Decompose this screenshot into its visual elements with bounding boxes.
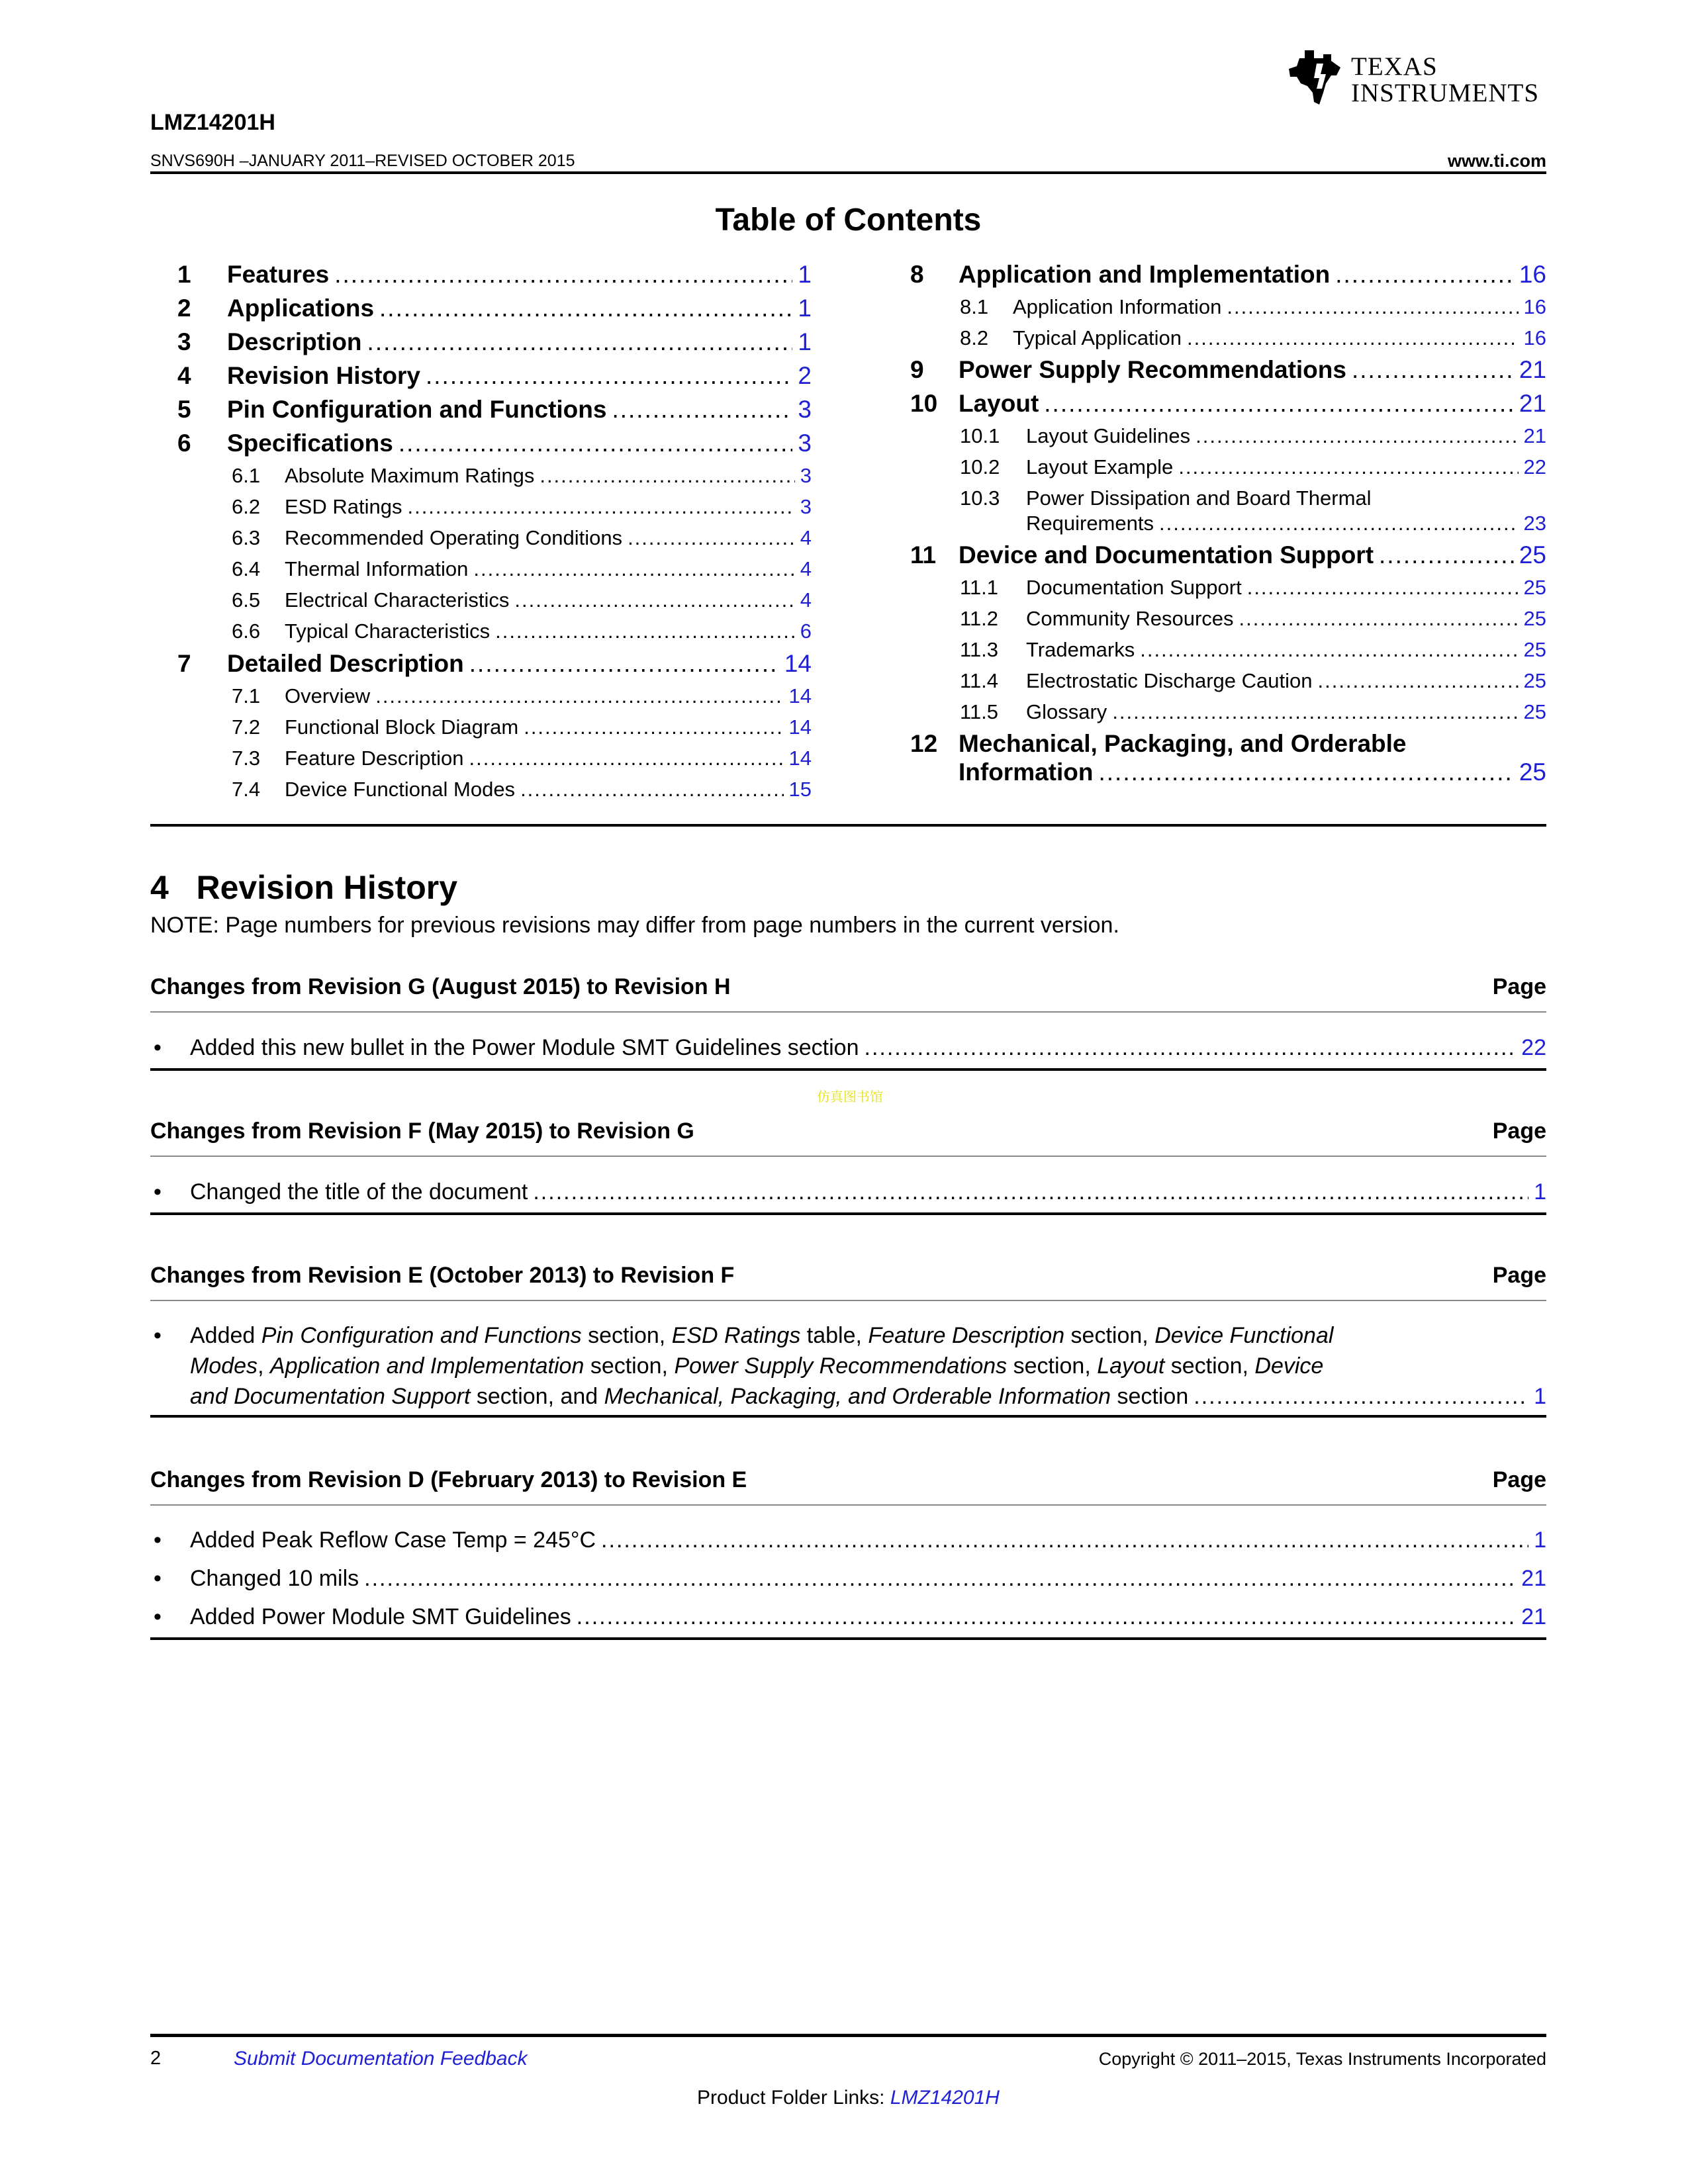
dot-leader: [1335, 261, 1514, 289]
change-item-line: [190, 1381, 1546, 1412]
change-item-fragment: table,: [800, 1323, 868, 1348]
change-section-title: Changes from Revision F (May 2015) to Revision G: [150, 1118, 694, 1144]
toc-entry-title: Applications: [227, 295, 375, 322]
toc-entry-page[interactable]: 14: [788, 747, 812, 770]
toc-entry[interactable]: [910, 261, 1546, 289]
dot-leader: [577, 1602, 1516, 1632]
toc-entry-title: Detailed Description: [227, 650, 464, 677]
dot-leader: [1247, 576, 1519, 600]
toc-entry[interactable]: [960, 700, 1546, 724]
change-item-fragment: Application and Implementation: [269, 1353, 585, 1379]
toc-entry[interactable]: [960, 424, 1546, 448]
toc-entry-page[interactable]: 2: [798, 362, 812, 389]
change-item-fragment: section,: [1164, 1353, 1255, 1379]
product-folder-label: Product Folder Links:: [697, 2087, 890, 2109]
change-item-fragment: Added: [190, 1323, 261, 1348]
toc-entry[interactable]: [232, 747, 812, 770]
toc-entry[interactable]: [177, 430, 812, 457]
toc-entry-page[interactable]: 16: [1523, 326, 1546, 349]
revision-note: NOTE: Page numbers for previous revisions may differ from page numbers in the current version.: [150, 913, 1119, 938]
dot-leader: [1178, 455, 1518, 479]
dot-leader: [1227, 295, 1518, 319]
change-item-fragment: section,: [581, 1323, 672, 1348]
toc-entry-number: 7.3: [232, 747, 261, 770]
change-item-page[interactable]: 1: [1534, 1179, 1546, 1205]
change-item-text: Added this new bullet in the Power Module SMT Guidelines section: [190, 1035, 859, 1060]
toc-entry-title: ESD Ratings: [285, 495, 402, 518]
change-item-line: [190, 1320, 1546, 1351]
toc-entry-page[interactable]: 14: [788, 684, 812, 707]
toc-entry-number: 11.3: [960, 638, 999, 661]
change-item-row: [190, 1032, 1546, 1063]
toc-entry-page[interactable]: 25: [1523, 700, 1546, 723]
toc-entry[interactable]: [232, 495, 812, 519]
dot-leader: [1187, 326, 1518, 350]
copyright: Copyright © 2011–2015, Texas Instruments Incorporated: [1098, 2049, 1546, 2069]
page-column-label: Page: [1492, 974, 1546, 999]
dot-leader: [367, 328, 793, 356]
dot-leader: [865, 1032, 1517, 1063]
change-item-fragment: section, and: [470, 1384, 604, 1409]
change-item-fragment: section,: [584, 1353, 675, 1379]
section-thin-rule: [150, 1504, 1546, 1506]
toc-entry-page[interactable]: 4: [800, 588, 812, 612]
dot-leader: [399, 430, 793, 457]
toc-entry-title: Layout Guidelines: [1026, 424, 1191, 447]
dot-leader: [628, 526, 795, 550]
toc-entry[interactable]: [960, 486, 1546, 510]
change-section-title: Changes from Revision E (October 2013) to Revision F: [150, 1263, 735, 1288]
bullet-icon: •: [154, 1527, 162, 1553]
ti-state-icon: [1288, 49, 1344, 107]
change-item-fragment: Device: [1254, 1353, 1324, 1379]
dot-leader: [1379, 541, 1514, 569]
toc-entry[interactable]: [960, 638, 1546, 662]
toc-entry-title: Functional Block Diagram: [285, 715, 519, 739]
toc-entry[interactable]: [177, 328, 812, 356]
bullet-icon: •: [154, 1604, 162, 1629]
bullet-icon: •: [154, 1323, 162, 1348]
toc-entry-number: 10.2: [960, 455, 1000, 478]
dot-leader: [364, 1563, 1516, 1594]
dot-leader: [495, 619, 795, 643]
toc-entry-title: Layout Example: [1026, 455, 1174, 478]
toc-entry-number: 11.1: [960, 576, 999, 599]
toc-entry[interactable]: [232, 588, 812, 612]
toc-entry-number: 1: [177, 261, 191, 288]
toc-entry-title: Electrostatic Discharge Caution: [1026, 669, 1313, 692]
doc-revision-line: SNVS690H –JANUARY 2011–REVISED OCTOBER 2015: [150, 152, 575, 170]
dot-leader: [524, 715, 783, 739]
toc-entry-title: Glossary: [1026, 700, 1107, 723]
toc-entry-number: 12: [910, 730, 938, 757]
dot-leader: [539, 464, 794, 488]
toc-entry-number: 8: [910, 261, 924, 288]
toc-entry-title: Application and Implementation: [959, 261, 1331, 288]
revision-history-heading: 4 Revision History: [150, 869, 458, 906]
change-item-page[interactable]: 21: [1521, 1604, 1546, 1629]
toc-entry-number: 10: [910, 390, 938, 417]
change-section-header: [150, 974, 1546, 1000]
toc-entry-title: Community Resources: [1026, 607, 1234, 630]
toc-entry-number: 8.2: [960, 326, 989, 349]
toc-entry-number: 6.4: [232, 557, 261, 580]
logo-text-texas: TEXAS: [1351, 52, 1438, 81]
dot-leader: [426, 362, 792, 390]
toc-entry-page[interactable]: 4: [800, 557, 812, 580]
toc-entry-title: Electrical Characteristics: [285, 588, 510, 612]
dot-leader: [1159, 512, 1519, 535]
change-item-fragment: Layout: [1097, 1353, 1165, 1379]
change-item-row: [190, 1563, 1546, 1594]
toc-entry[interactable]: [177, 261, 812, 289]
change-item-row: [190, 1602, 1546, 1632]
toc-entry-number: 6: [177, 430, 191, 457]
toc-entry[interactable]: [177, 295, 812, 322]
toc-entry-title: Overview: [285, 684, 371, 707]
change-item-fragment: ESD Ratings: [671, 1323, 801, 1348]
toc-entry-number: 6.2: [232, 495, 261, 518]
toc-entry-page[interactable]: 25: [1519, 541, 1546, 569]
toc-entry-page[interactable]: 22: [1523, 455, 1546, 478]
dot-leader: [1317, 669, 1518, 693]
toc-entry-number: 6.6: [232, 619, 261, 643]
toc-entry-page[interactable]: 16: [1519, 261, 1546, 288]
toc-entry[interactable]: [232, 557, 812, 581]
toc-entry-page[interactable]: 1: [798, 261, 812, 288]
change-item-page[interactable]: 1: [1534, 1384, 1546, 1409]
toc-entry-title: Information: [959, 758, 1094, 786]
toc-entry-page[interactable]: 25: [1523, 607, 1546, 630]
watermark-stamp: 仿真图书馆: [817, 1090, 883, 1105]
change-item-fragment: Power Supply Recommendations: [674, 1353, 1008, 1379]
dot-leader: [514, 588, 794, 612]
toc-entry-title: Device Functional Modes: [285, 778, 516, 801]
toc-bottom-rule: [150, 824, 1546, 827]
dot-leader: [407, 495, 794, 519]
toc-entry-title: Specifications: [227, 430, 393, 457]
change-item-text: Added Power Module SMT Guidelines: [190, 1604, 571, 1629]
section-bottom-rule: [150, 1068, 1546, 1071]
toc-entry[interactable]: [960, 512, 1546, 535]
page-column-label: Page: [1492, 1263, 1546, 1288]
toc-entry[interactable]: [232, 778, 812, 801]
toc-entry-title: Trademarks: [1026, 638, 1135, 661]
section-thin-rule: [150, 1300, 1546, 1301]
bullet-icon: •: [154, 1035, 162, 1060]
toc-entry[interactable]: [960, 669, 1546, 693]
change-item-page[interactable]: 22: [1521, 1035, 1546, 1060]
toc-entry[interactable]: [910, 356, 1546, 384]
toc-entry[interactable]: [960, 607, 1546, 631]
toc-entry-title: Recommended Operating Conditions: [285, 526, 623, 549]
toc-entry-page[interactable]: 25: [1523, 576, 1546, 599]
toc-entry[interactable]: [232, 715, 812, 739]
toc-entry-number: 3: [177, 328, 191, 355]
dot-leader: [1194, 1381, 1528, 1412]
toc-entry-page[interactable]: 4: [800, 526, 812, 549]
change-item-fragment: Pin Configuration and Functions: [261, 1323, 582, 1348]
change-item-fragment: section,: [1064, 1323, 1155, 1348]
dot-leader: [469, 650, 779, 678]
toc-entry-number: 7: [177, 650, 191, 677]
toc-entry-page[interactable]: 25: [1523, 638, 1546, 661]
toc-title: Table of Contents: [715, 203, 982, 238]
dot-leader: [1098, 758, 1513, 786]
change-section-title: Changes from Revision G (August 2015) to Revision H: [150, 974, 731, 999]
toc-entry-page[interactable]: 23: [1523, 512, 1546, 535]
section-thin-rule: [150, 1156, 1546, 1157]
dot-leader: [601, 1525, 1528, 1555]
toc-entry[interactable]: [177, 362, 812, 390]
toc-entry-number: 6.1: [232, 464, 261, 487]
change-item-fragment: Feature Description: [868, 1323, 1065, 1348]
toc-entry-number: 7.1: [232, 684, 261, 707]
toc-entry[interactable]: [177, 396, 812, 424]
change-item-text: Added Peak Reflow Case Temp = 245°C: [190, 1527, 596, 1553]
toc-entry-title: Features: [227, 261, 330, 288]
toc-entry[interactable]: [910, 730, 1546, 758]
toc-entry[interactable]: [910, 541, 1546, 569]
toc-entry-title: Requirements: [1026, 512, 1154, 535]
bullet-icon: •: [154, 1566, 162, 1591]
change-item-fragment: Mechanical, Packaging, and Orderable Information: [604, 1384, 1111, 1409]
dot-leader: [1112, 700, 1518, 724]
toc-entry-page[interactable]: 25: [1523, 669, 1546, 692]
toc-entry-number: 11.4: [960, 669, 999, 692]
toc-entry-page[interactable]: 1: [798, 295, 812, 322]
toc-entry-page[interactable]: 6: [800, 619, 812, 643]
toc-entry[interactable]: [232, 464, 812, 488]
toc-entry-title: Feature Description: [285, 747, 464, 770]
change-item-text: Changed the title of the document: [190, 1179, 528, 1205]
toc-entry-page[interactable]: 3: [800, 495, 812, 518]
dot-leader: [1044, 390, 1514, 418]
toc-entry-number: 7.4: [232, 778, 261, 801]
toc-entry-number: 11.5: [960, 700, 999, 723]
toc-entry-page[interactable]: 3: [798, 430, 812, 457]
section-thin-rule: [150, 1011, 1546, 1013]
toc-entry-title: Device and Documentation Support: [959, 541, 1374, 569]
toc-entry-page[interactable]: 3: [798, 396, 812, 423]
ti-logo: [1288, 49, 1546, 113]
toc-entry-page[interactable]: 21: [1519, 356, 1546, 383]
dot-leader: [1196, 424, 1518, 448]
toc-entry[interactable]: [177, 650, 812, 678]
dot-leader: [533, 1177, 1528, 1207]
page-number: 2: [150, 2048, 162, 2069]
toc-entry-title: Typical Application: [1013, 326, 1182, 349]
bullet-icon: •: [154, 1179, 162, 1205]
footer-rule: [150, 2034, 1546, 2037]
toc-entry-number: 4: [177, 362, 191, 389]
change-item-text: Changed 10 mils: [190, 1566, 359, 1591]
toc-entry-title: Revision History: [227, 362, 420, 389]
toc-entry-page[interactable]: 14: [784, 650, 812, 677]
toc-entry-title: Application Information: [1013, 295, 1222, 318]
toc-entry[interactable]: [232, 619, 812, 643]
toc-entry-number: 6.3: [232, 526, 261, 549]
dot-leader: [473, 557, 794, 581]
toc-entry-title: Mechanical, Packaging, and Orderable: [959, 730, 1407, 757]
toc-entry-page[interactable]: 1: [798, 328, 812, 355]
toc-entry-title: Layout: [959, 390, 1039, 417]
toc-entry[interactable]: [960, 455, 1546, 479]
toc-entry-number: 11.2: [960, 607, 999, 630]
dot-leader: [1352, 356, 1514, 384]
change-item-page[interactable]: 21: [1521, 1566, 1546, 1591]
change-item-fragment: section: [1111, 1384, 1189, 1409]
logo-text-instruments: INSTRUMENTS: [1351, 79, 1540, 107]
toc-entry-page[interactable]: 15: [788, 778, 812, 801]
change-item-page[interactable]: 1: [1534, 1527, 1546, 1553]
toc-entry-title: Thermal Information: [285, 557, 469, 580]
change-item-fragment: ,: [258, 1353, 270, 1379]
dot-leader: [612, 396, 792, 424]
change-item-fragment: and Documentation Support: [190, 1384, 471, 1409]
part-number: LMZ14201H: [150, 110, 275, 135]
toc-entry-title: Power Supply Recommendations: [959, 356, 1346, 383]
change-item-row: [190, 1525, 1546, 1555]
toc-entry-page[interactable]: 16: [1523, 295, 1546, 318]
toc-entry-number: 2: [177, 295, 191, 322]
toc-entry[interactable]: [910, 390, 1546, 418]
section-bottom-rule: [150, 1415, 1546, 1418]
toc-entry-number: 7.2: [232, 715, 261, 739]
section-bottom-rule: [150, 1637, 1546, 1640]
dot-leader: [379, 295, 792, 322]
toc-entry-page[interactable]: 25: [1519, 758, 1546, 786]
change-section-title: Changes from Revision D (February 2013) to Revision E: [150, 1467, 747, 1492]
toc-entry-number: 5: [177, 396, 191, 423]
toc-entry-title: Typical Characteristics: [285, 619, 491, 643]
change-item-fragment: Modes: [190, 1353, 258, 1379]
toc-entry-number: 10.3: [960, 486, 1000, 510]
dot-leader: [1239, 607, 1519, 631]
dot-leader: [334, 261, 792, 289]
product-folder-link[interactable]: LMZ14201H: [890, 2087, 1000, 2109]
toc-entry-number: 6.5: [232, 588, 261, 612]
toc-entry[interactable]: [232, 684, 812, 708]
section-bottom-rule: [150, 1212, 1546, 1215]
dot-leader: [375, 684, 783, 708]
toc-entry-title: Documentation Support: [1026, 576, 1242, 599]
dot-leader: [1140, 638, 1518, 662]
dot-leader: [520, 778, 783, 801]
toc-entry[interactable]: [232, 526, 812, 550]
page-column-label: Page: [1492, 1467, 1546, 1492]
toc-entry-page[interactable]: 21: [1523, 424, 1546, 447]
toc-entry-number: 8.1: [960, 295, 989, 318]
product-folder-links: [0, 2087, 1688, 2109]
toc-entry[interactable]: [960, 326, 1546, 350]
change-section-header: [150, 1118, 1546, 1144]
toc-entry-title: Pin Configuration and Functions: [227, 396, 607, 423]
toc-entry-number: 11: [910, 541, 937, 569]
toc-entry-page[interactable]: 14: [788, 715, 812, 739]
toc-entry-page[interactable]: 21: [1519, 390, 1546, 417]
toc-entry-number: 9: [910, 356, 924, 383]
feedback-link[interactable]: Submit Documentation Feedback: [234, 2048, 528, 2070]
toc-entry-number: 10.1: [960, 424, 1000, 447]
change-section-header: [150, 1263, 1546, 1289]
change-item-row: [190, 1177, 1546, 1207]
toc-entry[interactable]: [960, 576, 1546, 600]
change-item-fragment: section,: [1007, 1353, 1098, 1379]
website-link[interactable]: www.ti.com: [1447, 151, 1546, 171]
toc-entry[interactable]: [960, 295, 1546, 319]
toc-entry-page[interactable]: 3: [800, 464, 812, 487]
change-item-line: [190, 1351, 1546, 1381]
dot-leader: [469, 747, 784, 770]
toc-entry[interactable]: [910, 758, 1546, 786]
change-item-fragment: Device Functional: [1154, 1323, 1334, 1348]
toc-entry-title: Power Dissipation and Board Thermal: [1026, 486, 1372, 510]
toc-entry-title: Absolute Maximum Ratings: [285, 464, 535, 487]
toc-entry-title: Description: [227, 328, 362, 355]
header-rule: [150, 171, 1546, 174]
page-column-label: Page: [1492, 1118, 1546, 1144]
change-section-header: [150, 1467, 1546, 1493]
